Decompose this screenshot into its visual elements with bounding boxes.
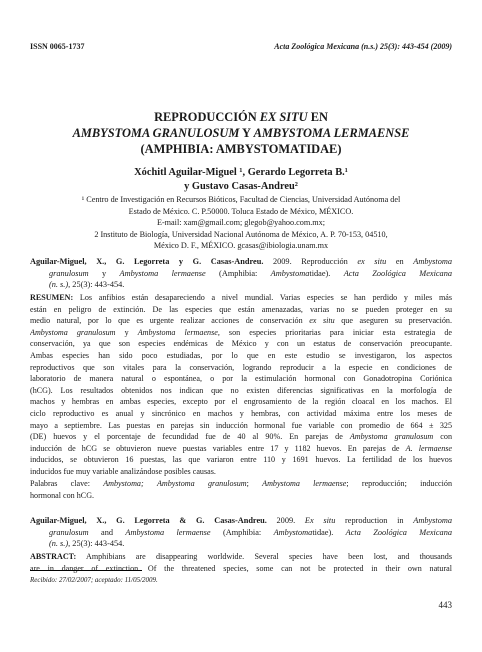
authors-line-2: y Gustavo Casas-Andreu² [184,181,298,192]
resumen-line: mayo a septiembre. Las puestas en parejas sin inducción hormonal fue variable con promedio de 664 ± 325 [30,420,452,430]
keywords-line: Palabras clave: Ambystoma; Ambystoma granulosum; Ambystoma lermaense; reproducción; inducción [30,479,452,488]
footnote-rule [30,570,142,571]
affiliation-email: E-mail: xam@gmail.com; glegob@yahoo.com.mx; [156,218,326,228]
resumen-line: inducidos, se obtuvieron 16 puestas, las que variaron entre 110 y 1691 huevos. La fertilidad de los huevos [30,455,452,465]
paper-title [30,109,452,157]
title-line-2: AMBYSTOMA GRANULOSUM Y AMBYSTOMA LERMAENSE [72,126,410,140]
abstract-line: ABSTRACT: Amphibians are disappearing worldwide. Several species have been lost, and thousands [30,552,452,561]
citation-line: (n. s.), 25(3): 443-454. [49,280,125,290]
journal-reference: Acta Zoológica Mexicana (n.s.) 25(3): 443-454 (2009) [274,42,452,51]
resumen-line: (hCG). Los resultados obtenidos nos indican que no existen diferencias significativas en la morfología de [30,385,452,395]
affiliation-line: ¹ Centro de Investigación en Recursos Bióticos, Facultad de Ciencias, Universidad Autónoma del [81,195,401,204]
resumen-line: machos y hembras en ambas especies, excepto por el engrosamiento de la región cloacal en los machos. El [30,397,452,407]
citation-line: Aguilar-Miguel, X., G. Legorreta y G. Casas-Andreu. 2009. Reproducción ex situ en Ambystoma [30,257,452,266]
citation-line: granulosum and Ambystoma lermaense (Amphibia: Ambystomatidae). Acta Zoológica Mexicana [49,527,452,537]
resumen-line: ciclo reproductivo es anual y sincrónico en machos y hembras, con actividad máxima entre los meses de [30,408,452,418]
resumen-line: RESUMEN: Los anfibios están desapareciendo a nivel mundial. Varias especies se han perdido y miles más [30,293,452,302]
affiliation-line: México D. F., MÉXICO. gcasas@ibiologia.unam.mx [153,241,329,251]
affiliation-line: Estado de México. C. P.50000. Toluca Estado de México, MÉXICO. [128,206,354,216]
resumen-section [30,292,452,478]
author-list [30,166,452,194]
resumen-line: inducción de hCG se obtuvieron nueve puestas variables entre 17 y 1182 huevos. En parejas de A. lermaense [30,443,452,453]
resumen-line: medio natural, por lo que es urgente realizar acciones de conservación ex situ que aseguren su preservación. [30,316,452,326]
citation-line: (n. s.), 25(3): 443-454. [49,539,125,549]
resumen-line: reproductivos que son vitales para la conservación, logrando reproducir a la especie en condiciones de [30,362,452,372]
title-line-3: (AMPHIBIA: AMBYSTOMATIDAE) [140,142,342,156]
affiliation-line: 2 Instituto de Biología, Universidad Nacional Autónoma de México, A. P. 70-153, 04510, [94,229,388,239]
issn-label: ISSN 0065-1737 [30,42,85,51]
running-header [30,42,452,54]
resumen-line: laboratorio de manera natural o espontánea, o por la estimulación hormonal con Gonadotropina Coriónica [30,374,452,384]
resumen-line: están en peligro de extinción. De las especies que están amenazadas, varias no se pueden proteger en su [30,304,452,314]
keywords [30,478,452,501]
resumen-line: (DE) huevos y el porcentaje de fecundidad fue de 40 al 90%. En parejas de Ambystoma granulosum con [30,432,452,442]
citation-line: granulosum y Ambystoma lermaense (Amphibia: Ambystomatidae). Acta Zoológica Mexicana [49,268,452,278]
received-date: Recibido: 27/02/2007; aceptado: 11/05/2009. [30,576,158,584]
abstract-line: are in danger of extinction. Of the threatened species, some can not be protected in their own natural [30,563,452,573]
title-line-1: REPRODUCCIÓN EX SITU EN [154,110,328,124]
resumen-line: conservación, ya que son especies endémicas de México y con un estatus de conservación preocupante. [30,339,452,349]
authors-line-1: Xóchitl Aguilar-Miguel ¹, Gerardo Legorreta B.¹ [134,167,348,178]
citation-english [30,515,452,550]
resumen-line: Ambas especies han sido poco estudiadas, por lo que en este estudio se investigaron, los aspectos [30,350,452,360]
resumen-line: inducidos fue muy variable analizándose posibles causas. [30,466,216,476]
citation-line: Aguilar-Miguel, X., G. Legorreta & G. Casas-Andreu. 2009. Ex situ reproduction in Ambystoma [30,516,452,525]
resumen-line: Ambystoma granulosum y Ambystoma lermaense, son especies prioritarias para iniciar esta estrategia de [30,327,452,337]
affiliations [42,194,440,252]
page-number: 443 [438,600,452,610]
keywords-line: hormonal con hCG. [30,490,95,500]
citation-spanish [30,256,452,291]
